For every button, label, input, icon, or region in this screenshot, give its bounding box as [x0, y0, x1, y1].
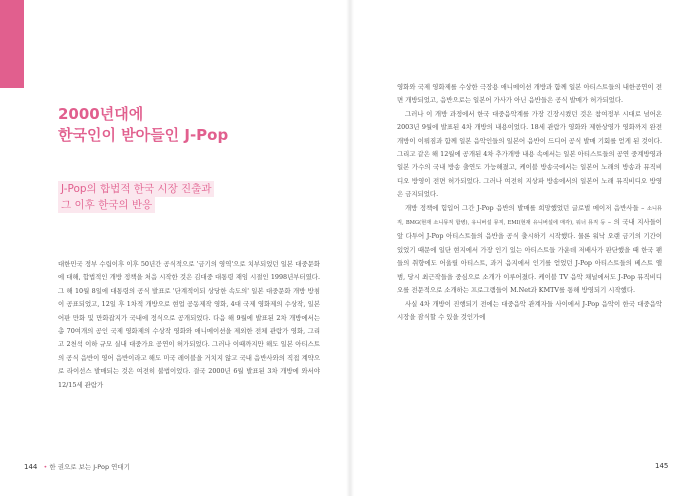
- right-paragraph-4: 사실 4차 개방이 진행되기 전에는 대중음악 관계자들 사이에서 J-Pop 음악이 한국 대중음악 시장을 잠식할 수 있을 것인가에: [397, 299, 662, 321]
- chapter-title: [58, 104, 318, 146]
- section-title: [58, 181, 318, 213]
- right-paragraph-1: 영화와 국제 영화제를 수상한 극장용 애니메이션 개방과 함께 일본 아티스트들의 내한공연이 전면 개방되었고, 음반으로는 일본어 가사가 아닌 음반들은 공식 발매가 허가되었다.: [397, 83, 662, 105]
- right-paragraph-3: [397, 202, 662, 298]
- chapter-tab: [0, 0, 24, 88]
- right-body-text: [397, 81, 662, 324]
- section-title-line1: J-Pop의 합법적 한국 시장 진출과: [58, 181, 214, 197]
- left-footer: [24, 462, 130, 471]
- bullet-icon: •: [43, 463, 48, 471]
- left-book-title: 한 권으로 보는 J-Pop 연대기: [49, 463, 130, 471]
- right-paragraph-3b: – 의 국내 지사들이 앞 다투어 J-Pop 아티스트들의 음반을 공식 출시하기 시작했다. 물론 워낙 오랜 금기의 기간이 있었기 때문에 일단 현지에서 가장 인기 있는 아티스트들 가운데 저배사가 판단했을 때 한국 팬들의 취향에도 어울릴 아티스트, 과거 음지에서 인기를 얻었던 J-Pop 아티스트들의 베스트 앨범, 당시 최근작들을 중심으로 소개가 이루어졌다. 케이블 TV 음악 채널에서도 J-Pop 뮤직비디오를 전문적으로 소개하는 프로그램들이 M.Net과 KMTV를 통해 방영되기 시작했다.: [397, 218, 662, 295]
- right-page-number: 145: [655, 462, 669, 470]
- left-paragraph: 대한민국 정부 수립이후 이후 50년간 공식적으로 '금기의 영역'으로 치부되었던 일본 대중문화에 대해, 합법적인 개방 정책을 처음 시작한 것은 김대중 대통령 재임 시절인 1998년부터였다. 그 해 10월 8일에 대통령의 공식 발표로 '단계적이되 상당한 속도의' 일본 대중문화 개방 방침이 공표되었고, 12일 후 1차적 개방으로 현업 공동제작 영화, 4대 국제 영화제의 수상작, 일본어판 만화 및 만화잡지가 국내에 정식으로 공개되었다. 다음 해 9월에 발표된 2차 개방에서는 총 70여개의 공인 국제 영화제의 수상작 영화와 애니메이션을 제외한 전체 관람가 영화, 그리고 2천석 이하 규모 실내 대중가요 공연이 허가되었다. 그러나 이때까지만 해도 일본 아티스트의 공식 음반이 영어 음반이라고 해도 미국 레이블을 거치지 않고 국내 음반사와의 직접 계약으로 라이선스 발매되는 것은 여전히 불법이었다. 결국 2000년 6월 발표된 3차 개방에 와서야 12/15세 관람가: [58, 260, 320, 389]
- right-paragraph-3-note: 소니뮤직, BMG(현재 소니뮤직 합병), 유니버설 뮤직, EMI(현재 유니버설에 매각), 워너 뮤직 등: [397, 205, 662, 227]
- chapter-title-line2: 한국인이 받아들인 J-Pop: [58, 126, 229, 144]
- right-paragraph-3a: 개방 정책에 힘입어 그간 J-Pop 음반의 발매를 희망했었던 글로벌 메이저 음반사들 –: [405, 203, 645, 212]
- chapter-title-line1: 2000년대에: [58, 105, 144, 123]
- left-page-number: 144: [24, 463, 38, 471]
- left-body-text: [58, 258, 320, 392]
- section-title-line2: 그 이후 한국의 반응: [58, 197, 155, 213]
- right-paragraph-2: 그러나 이 개방 과정에서 한국 대중음악계를 가장 긴장시켰던 것은 참여정부 시대로 넘어온 2003년 9월에 발표된 4차 개방의 내용이었다. 18세 관람가 영화와 제한상영가 영화까지 완전 개방이 이뤄짐과 함께 일본 음악인들의 일본어 음반이 드디어 공식 발매 기회를 얻게 된 것이다. 그리고 같은 해 12월에 공개된 4차 추가개방 내용 속에서는 일본 아티스트들의 공연 중계방영과 일본 가수의 국내 방송 출연도 가능해졌고, 케이블 방송국에서는 일본어 노래의 방송과 뮤직비디오 방영이 전면 허가되었다. 그러나 여전히 지상파 방송에서의 일본어 노래 뮤직비디오 방영은 금지되었다.: [397, 109, 662, 199]
